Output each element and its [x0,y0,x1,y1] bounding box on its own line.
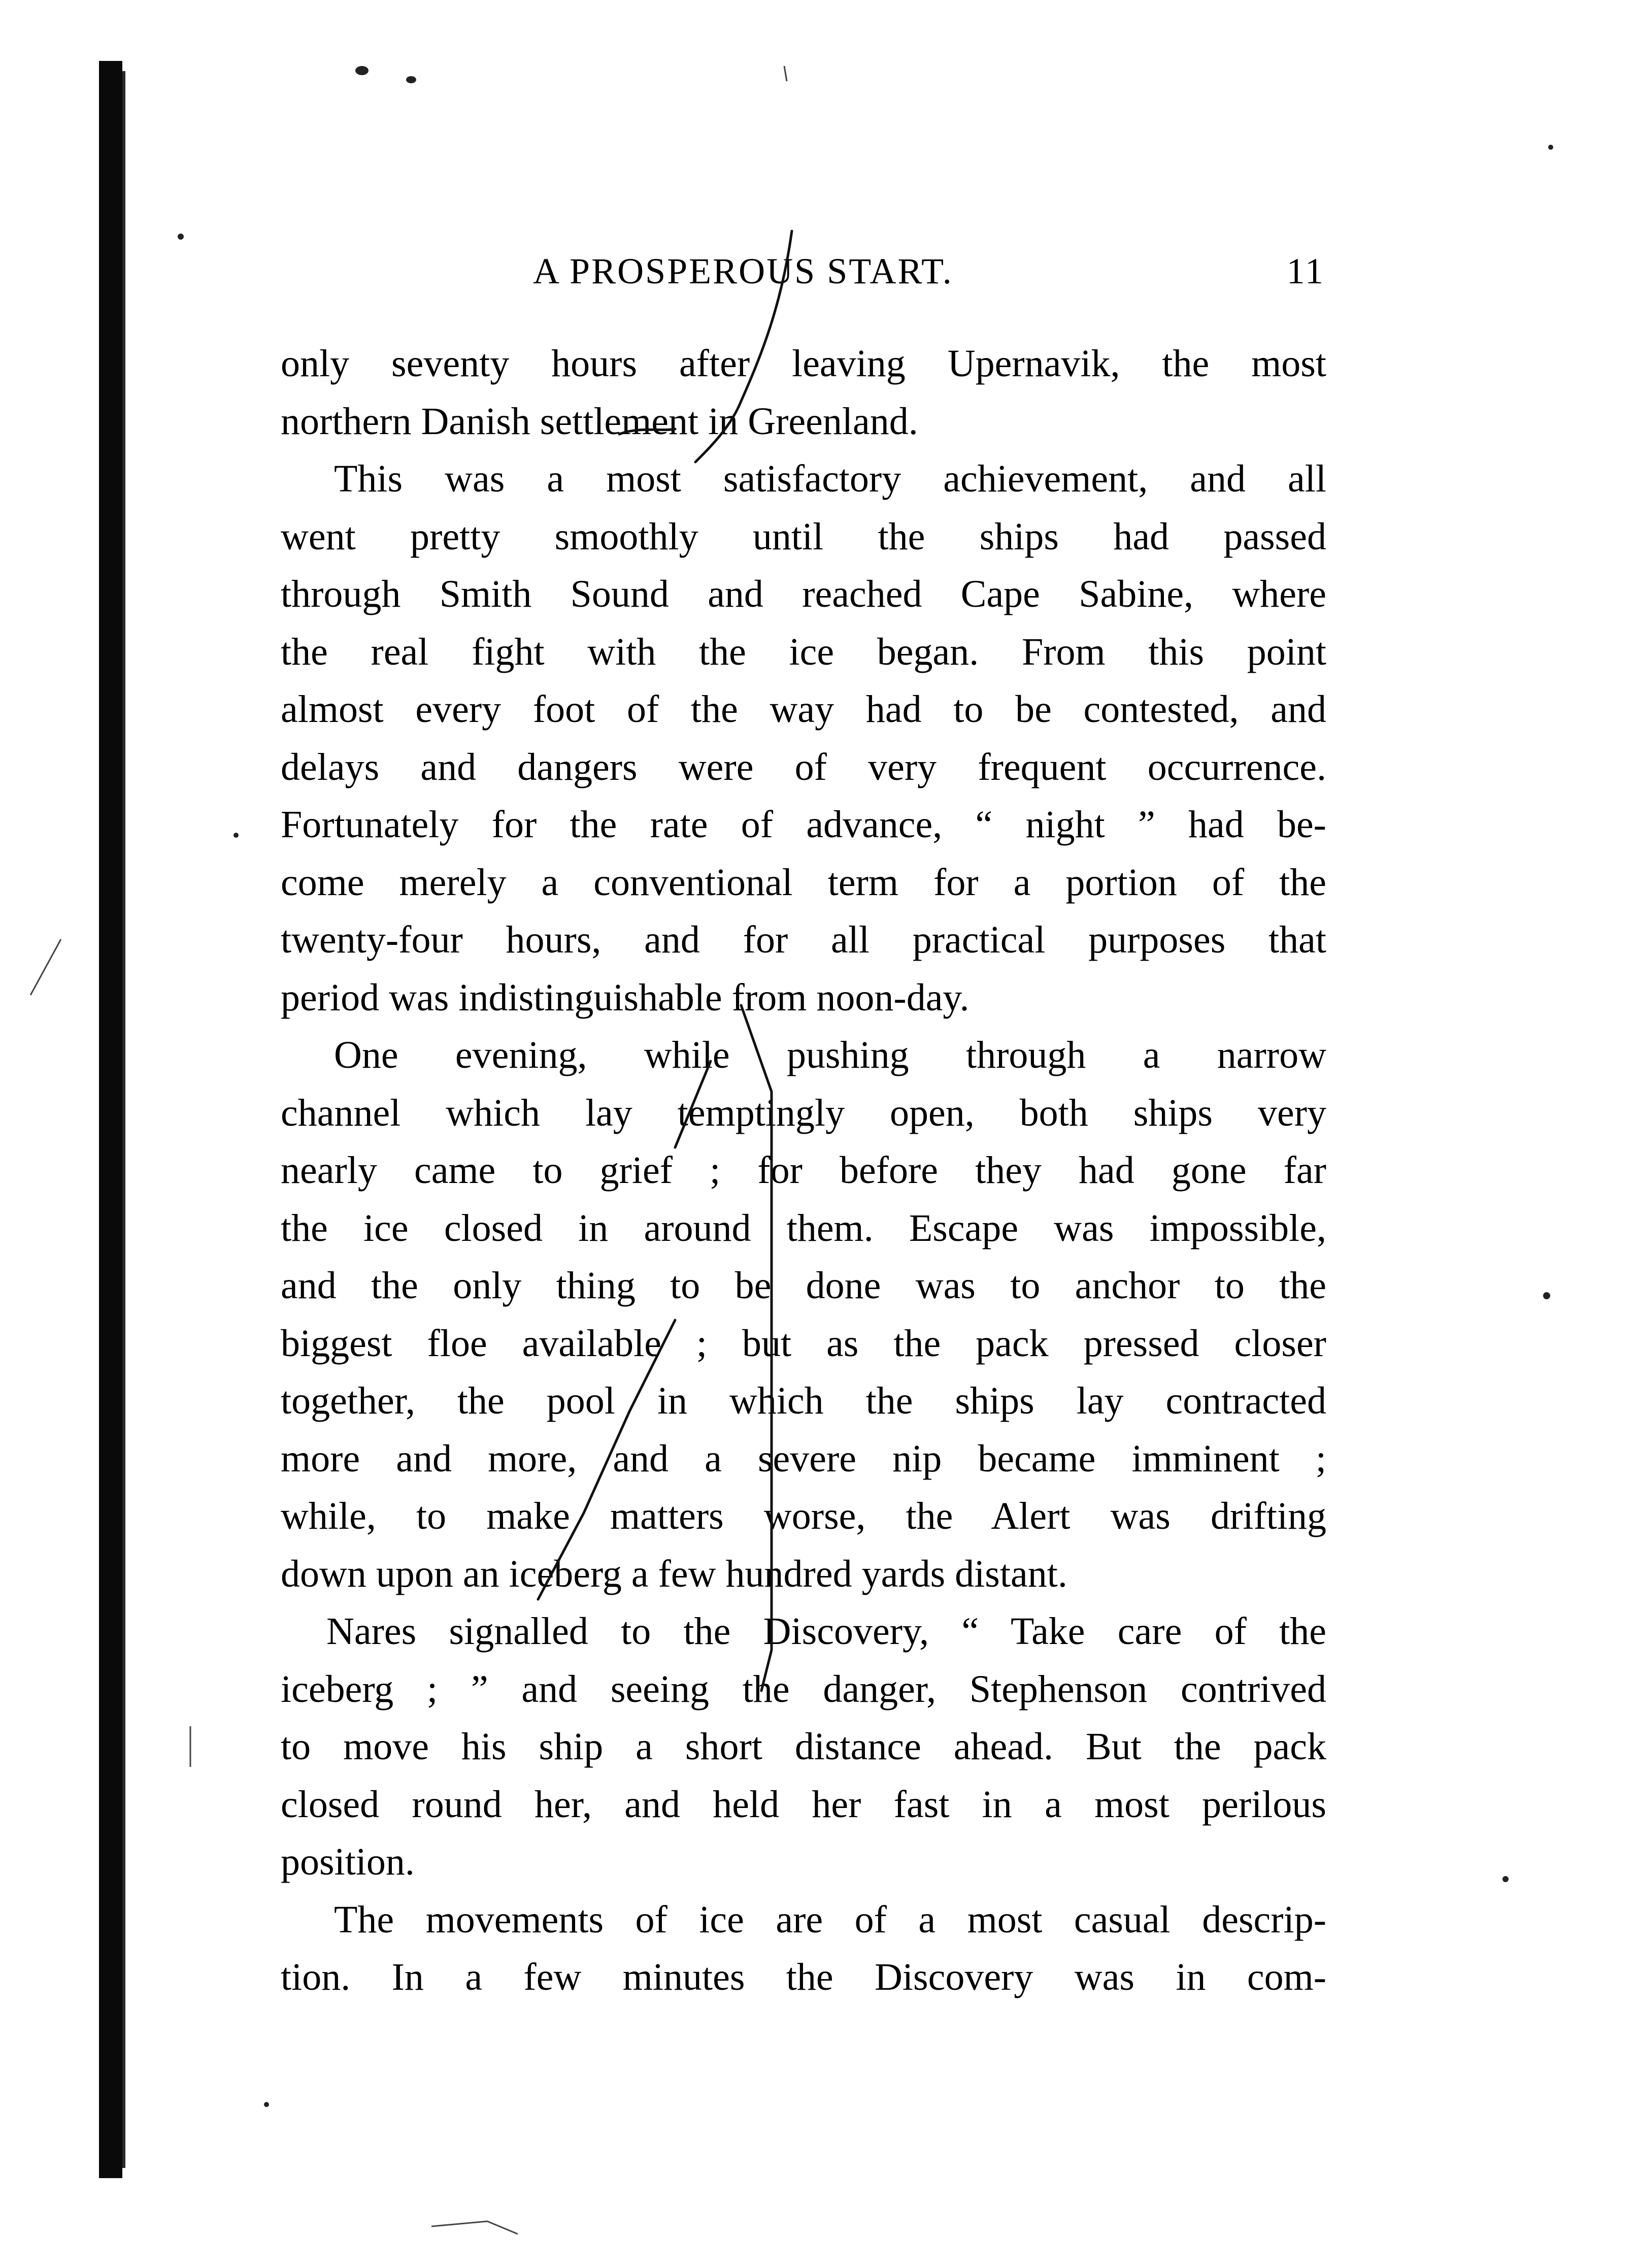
text-line: nearly came to grief ; for before they had gone far [281,1149,1326,1192]
scan-speck [1502,1876,1509,1882]
scan-speck [1548,145,1553,150]
body-text [281,335,1326,2007]
text-line: down upon an iceberg a few hundred yards distant. [281,1552,1067,1595]
scan-speck [233,833,239,838]
book-spine-shadow [99,61,122,2178]
text-line: The movements of ice are of a most casual descrip- [334,1898,1326,1941]
text-line: to move his ship a short distance ahead. But the pack [281,1725,1326,1768]
text-line: the real fight with the ice began. From this point [281,630,1326,673]
text-line: iceberg ; ” and seeing the danger, Stephenson contrived [281,1667,1326,1711]
text-line: more and more, and a severe nip became imminent ; [281,1437,1326,1480]
text-line: tion. In a few minutes the Discovery was in com- [281,1956,1326,1998]
text-line: delays and dangers were of very frequent occurrence. [281,745,1326,788]
page-number: 11 [1286,251,1325,291]
text-line: position. [281,1840,415,1883]
text-line: while, to make matters worse, the Alert was drifting [281,1495,1326,1537]
text-line: twenty-four hours, and for all practical purposes that [281,918,1326,961]
text-line: channel which lay temptingly open, both ships very [281,1091,1326,1134]
text-line: One evening, while pushing through a narrow [334,1034,1326,1076]
text-line: Nares signalled to the Discovery, “ Take care of the [326,1610,1326,1653]
text-line: closed round her, and held her fast in a most perilous [281,1783,1326,1826]
text-line: come merely a conventional term for a portion of the [281,861,1326,904]
text-line: the ice closed in around them. Escape was impossible, [281,1206,1326,1250]
text-line: almost every foot of the way had to be contested, and [281,688,1326,731]
scan-speck [355,66,369,75]
text-line: Fortunately for the rate of advance, “ night ” had be- [281,803,1326,846]
scan-speck [264,2102,269,2107]
text-line: and the only thing to be done was to anchor to the [281,1264,1326,1307]
text-line: period was indistinguishable from noon-day. [281,976,970,1019]
text-line: biggest floe available ; but as the pack pressed closer [281,1322,1326,1365]
text-line: went pretty smoothly until the ships had passed [281,515,1326,558]
scan-speck [178,234,184,240]
text-line: together, the pool in which the ships lay contracted [281,1379,1326,1422]
text-line: through Smith Sound and reached Cape Sabine, where [281,573,1326,615]
book-spine-edge [122,71,125,2168]
scan-speck [406,76,416,83]
scan-speck [1543,1292,1550,1299]
text-line: only seventy hours after leaving Upernavik, the most [281,342,1326,385]
page-header [279,250,1325,301]
text-line: This was a most satisfactory achievement, and all [334,457,1326,500]
text-line: northern Danish settlement in Greenland. [281,400,918,443]
running-head: A PROSPEROUS START. [533,251,953,291]
